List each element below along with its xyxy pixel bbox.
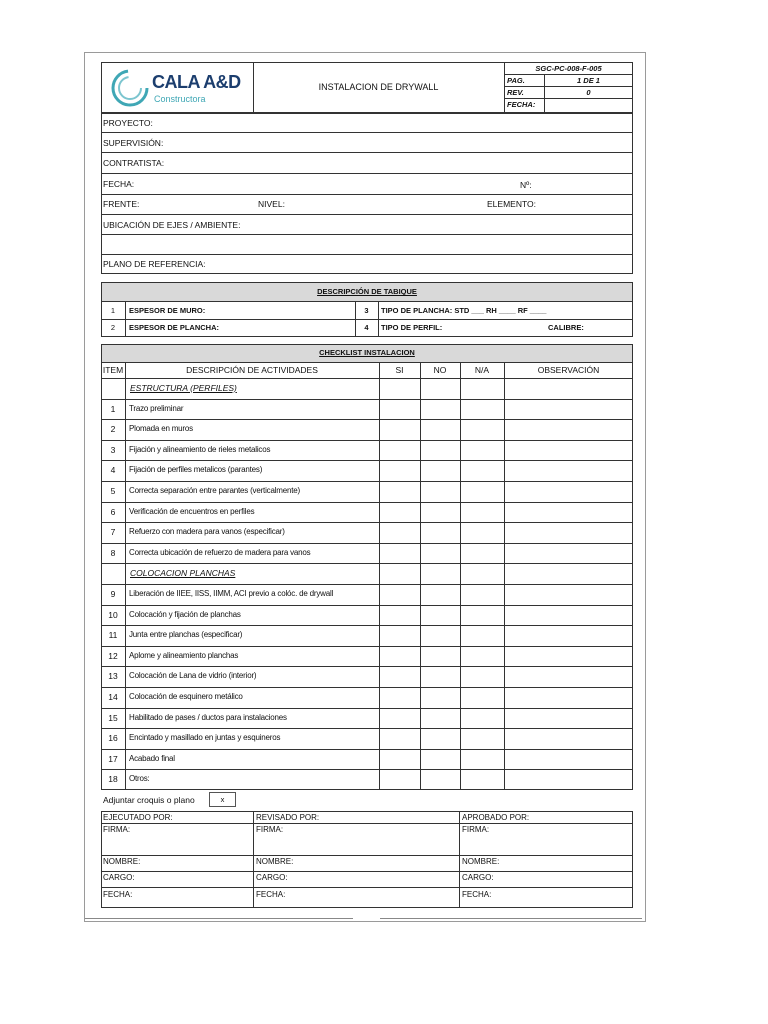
checklist-item-description: Correcta ubicación de refuerzo de madera para vanos (129, 548, 311, 557)
checklist-no-cell[interactable] (421, 544, 460, 563)
checklist-na-cell[interactable] (461, 770, 504, 789)
checklist-observacion-cell[interactable] (505, 544, 632, 563)
company-logo (108, 66, 248, 110)
checklist-item-number: 3 (110, 445, 116, 455)
checklist-title: CHECKLIST INSTALACION (319, 348, 415, 357)
pag-value: 1 DE 1 (577, 76, 600, 85)
checklist-observacion-cell[interactable] (505, 606, 632, 625)
checklist-item-description: Encintado y masillado en juntas y esquineros (129, 733, 281, 742)
checklist-no-cell[interactable] (421, 585, 460, 604)
checklist-item-description: Colocación y fijación de planchas (129, 610, 241, 619)
checklist-item-number: 18 (108, 774, 118, 784)
checklist-item-number: 15 (108, 713, 118, 723)
adjuntar-mark: x (220, 795, 225, 804)
checklist-si-cell[interactable] (380, 503, 420, 522)
checklist-si-cell[interactable] (380, 585, 420, 604)
numero-label: Nº: (520, 180, 532, 190)
signature-cargo-label: CARGO: (462, 873, 494, 882)
checklist-item-description: Correcta separación entre parantes (verticalmente) (129, 486, 300, 495)
signature-nombre-label: NOMBRE: (103, 857, 141, 866)
checklist-si-cell[interactable] (380, 482, 420, 501)
checklist-item-description: Liberación de IIEE, IISS, IIMM, ACI previo a colóc. de drywall (129, 589, 334, 598)
checklist-na-cell[interactable] (461, 544, 504, 563)
checklist-observacion-cell[interactable] (505, 523, 632, 542)
checklist-na-cell[interactable] (461, 688, 504, 707)
checklist-item-number: 2 (110, 424, 116, 434)
checklist-observacion-cell[interactable] (505, 750, 632, 769)
checklist-observacion-cell[interactable] (505, 709, 632, 728)
checklist-section-title: ESTRUCTURA (PERFILES) (130, 383, 237, 393)
checklist-item-number: 16 (108, 733, 118, 743)
checklist-item-description: Trazo preliminar (129, 404, 184, 413)
checklist-item-description: Habilitado de pases / ductos para instalaciones (129, 713, 287, 722)
checklist-na-cell[interactable] (461, 729, 504, 748)
checklist-no-cell[interactable] (421, 441, 460, 460)
checklist-item-description: Otros: (129, 774, 150, 783)
checklist-na-cell[interactable] (461, 461, 504, 480)
signature-firma-label: FIRMA: (103, 825, 131, 834)
signature-role-label: REVISADO POR: (256, 813, 320, 822)
logo-subtitle: Constructora (154, 94, 206, 104)
signature-nombre-label: NOMBRE: (462, 857, 500, 866)
tabique-row1-num2: 3 (364, 306, 369, 315)
checklist-si-cell[interactable] (380, 709, 420, 728)
checklist-observacion-cell[interactable] (505, 420, 632, 439)
checklist-na-cell[interactable] (461, 750, 504, 769)
checklist-na-cell[interactable] (461, 626, 504, 645)
checklist-si-cell[interactable] (380, 420, 420, 439)
checklist-item-number: 5 (110, 486, 116, 496)
checklist-observacion-cell[interactable] (505, 482, 632, 501)
checklist-observacion-cell[interactable] (505, 400, 632, 419)
checklist-si-cell[interactable] (380, 647, 420, 666)
checklist-item-number: 10 (108, 610, 118, 620)
footer-rule-left (85, 918, 353, 919)
checklist-observacion-cell[interactable] (505, 688, 632, 707)
checklist-section-title: COLOCACION PLANCHAS (130, 568, 236, 578)
proyecto-label: PROYECTO: (103, 118, 153, 128)
checklist-no-cell[interactable] (421, 606, 460, 625)
tabique-row1-label2: TIPO DE PLANCHA: STD ___ RH ____ RF ____ (381, 306, 547, 315)
checklist-observacion-cell[interactable] (505, 461, 632, 480)
col-na-header: N/A (474, 365, 490, 375)
checklist-na-cell[interactable] (461, 523, 504, 542)
checklist-no-cell[interactable] (421, 503, 460, 522)
checklist-no-cell[interactable] (421, 688, 460, 707)
calibre-label: CALIBRE: (548, 323, 584, 332)
checklist-si-cell[interactable] (380, 400, 420, 419)
supervision-label: SUPERVISIÓN: (103, 138, 164, 148)
checklist-no-cell[interactable] (421, 770, 460, 789)
checklist-no-cell[interactable] (421, 709, 460, 728)
checklist-no-cell[interactable] (421, 400, 460, 419)
frente-label: FRENTE: (103, 199, 140, 209)
fecha-header-label: FECHA: (507, 100, 536, 109)
checklist-si-cell[interactable] (380, 606, 420, 625)
contratista-label: CONTRATISTA: (103, 158, 165, 168)
tabique-title: DESCRIPCIÓN DE TABIQUE (317, 287, 417, 296)
plano-label: PLANO DE REFERENCIA: (103, 259, 206, 269)
checklist-na-cell[interactable] (461, 400, 504, 419)
logo-rings-icon (108, 66, 152, 110)
checklist-item-description: Fijación y alineamiento de rieles metalicos (129, 445, 271, 454)
checklist-na-cell[interactable] (461, 503, 504, 522)
checklist-no-cell[interactable] (421, 647, 460, 666)
checklist-item-number: 8 (110, 548, 116, 558)
tabique-row2-label2: TIPO DE PERFIL: (381, 323, 443, 332)
checklist-item-number: 9 (110, 589, 116, 599)
checklist-item-number: 4 (110, 465, 116, 475)
signature-cargo-label: CARGO: (256, 873, 288, 882)
checklist-no-cell[interactable] (421, 482, 460, 501)
checklist-no-cell[interactable] (421, 523, 460, 542)
checklist-item-description: Acabado final (129, 754, 175, 763)
fecha-label: FECHA: (103, 179, 135, 189)
checklist-no-cell[interactable] (421, 461, 460, 480)
form-title: INSTALACION DE DRYWALL (318, 82, 439, 92)
checklist-no-cell[interactable] (421, 667, 460, 686)
footer-rule-right (380, 918, 642, 919)
adjuntar-label: Adjuntar croquis o plano (103, 795, 195, 805)
checklist-observacion-cell[interactable] (505, 667, 632, 686)
col-observacion-header: OBSERVACIÓN (537, 365, 600, 375)
checklist-item-description: Colocación de esquinero metálico (129, 692, 243, 701)
checklist-si-cell[interactable] (380, 688, 420, 707)
checklist-item-number: 14 (108, 692, 118, 702)
checklist-si-cell[interactable] (380, 667, 420, 686)
checklist-no-cell[interactable] (421, 750, 460, 769)
checklist-na-cell[interactable] (461, 606, 504, 625)
checklist-na-cell[interactable] (461, 482, 504, 501)
tabique-row2-num2: 4 (364, 323, 369, 332)
checklist-item-description: Plomada en muros (129, 424, 193, 433)
checklist-item-number: 6 (110, 507, 116, 517)
tabique-row1-label: ESPESOR DE MURO: (129, 306, 206, 315)
signature-firma-label: FIRMA: (462, 825, 490, 834)
elemento-label: ELEMENTO: (487, 199, 536, 209)
checklist-si-cell[interactable] (380, 729, 420, 748)
pag-label: PAG. (507, 76, 525, 85)
rev-value: 0 (586, 88, 591, 97)
checklist-na-cell[interactable] (461, 647, 504, 666)
tabique-row2-label: ESPESOR DE PLANCHA: (129, 323, 220, 332)
checklist-item-number: 12 (108, 651, 118, 661)
checklist-si-cell[interactable] (380, 523, 420, 542)
checklist-item-number: 17 (108, 754, 118, 764)
checklist-observacion-cell[interactable] (505, 441, 632, 460)
checklist-na-cell[interactable] (461, 585, 504, 604)
checklist-observacion-cell[interactable] (505, 770, 632, 789)
col-descripcion-header: DESCRIPCIÓN DE ACTIVIDADES (186, 365, 318, 375)
signature-nombre-label: NOMBRE: (256, 857, 294, 866)
checklist-item-description: Verificación de encuentros en perfiles (129, 507, 255, 516)
checklist-na-cell[interactable] (461, 667, 504, 686)
signature-role-label: EJECUTADO POR: (103, 813, 173, 822)
checklist-si-cell[interactable] (380, 750, 420, 769)
form-code: SGC-PC-008-F-005 (535, 64, 602, 73)
checklist-si-cell[interactable] (380, 544, 420, 563)
signature-fecha-label: FECHA: (103, 890, 133, 899)
checklist-si-cell[interactable] (380, 441, 420, 460)
tabique-row1-num: 1 (110, 306, 116, 315)
checklist-observacion-cell[interactable] (505, 503, 632, 522)
checklist-si-cell[interactable] (380, 626, 420, 645)
signature-cargo-label: CARGO: (103, 873, 135, 882)
signature-fecha-label: FECHA: (462, 890, 492, 899)
signature-firma-label: FIRMA: (256, 825, 284, 834)
adjuntar-checkbox[interactable] (209, 792, 236, 807)
logo-name: CALA A&D (152, 72, 241, 92)
checklist-item-number: 11 (108, 630, 118, 640)
checklist-observacion-cell[interactable] (505, 729, 632, 748)
checklist-si-cell[interactable] (380, 770, 420, 789)
checklist-observacion-cell[interactable] (505, 626, 632, 645)
col-si-header: SI (395, 365, 404, 375)
rev-label: REV. (507, 88, 524, 97)
checklist-no-cell[interactable] (421, 420, 460, 439)
checklist-na-cell[interactable] (461, 420, 504, 439)
checklist-item-number: 7 (110, 527, 116, 537)
checklist-item-description: Refuerzo con madera para vanos (especificar) (129, 527, 285, 536)
checklist-observacion-cell[interactable] (505, 585, 632, 604)
signature-table (101, 811, 633, 908)
checklist-no-cell[interactable] (421, 626, 460, 645)
tabique-row2-num: 2 (110, 323, 116, 332)
ubicacion-label: UBICACIÓN DE EJES / AMBIENTE: (103, 220, 241, 230)
col-no-header: NO (433, 365, 447, 375)
checklist-na-cell[interactable] (461, 441, 504, 460)
checklist-na-cell[interactable] (461, 709, 504, 728)
col-item-header: ITEM (102, 365, 124, 375)
checklist-item-description: Fijación de perfiles metalicos (parantes) (129, 465, 263, 474)
checklist-observacion-cell[interactable] (505, 647, 632, 666)
checklist-item-number: 13 (108, 671, 118, 681)
checklist-item-description: Junta entre planchas (especificar) (129, 630, 243, 639)
checklist-item-description: Aplome y alineamiento planchas (129, 651, 239, 660)
checklist-no-cell[interactable] (421, 729, 460, 748)
checklist-item-description: Colocación de Lana de vidrio (interior) (129, 671, 257, 680)
signature-fecha-label: FECHA: (256, 890, 286, 899)
signature-role-label: APROBADO POR: (462, 813, 530, 822)
checklist-item-number: 1 (110, 404, 116, 414)
nivel-label: NIVEL: (258, 199, 285, 209)
checklist-si-cell[interactable] (380, 461, 420, 480)
